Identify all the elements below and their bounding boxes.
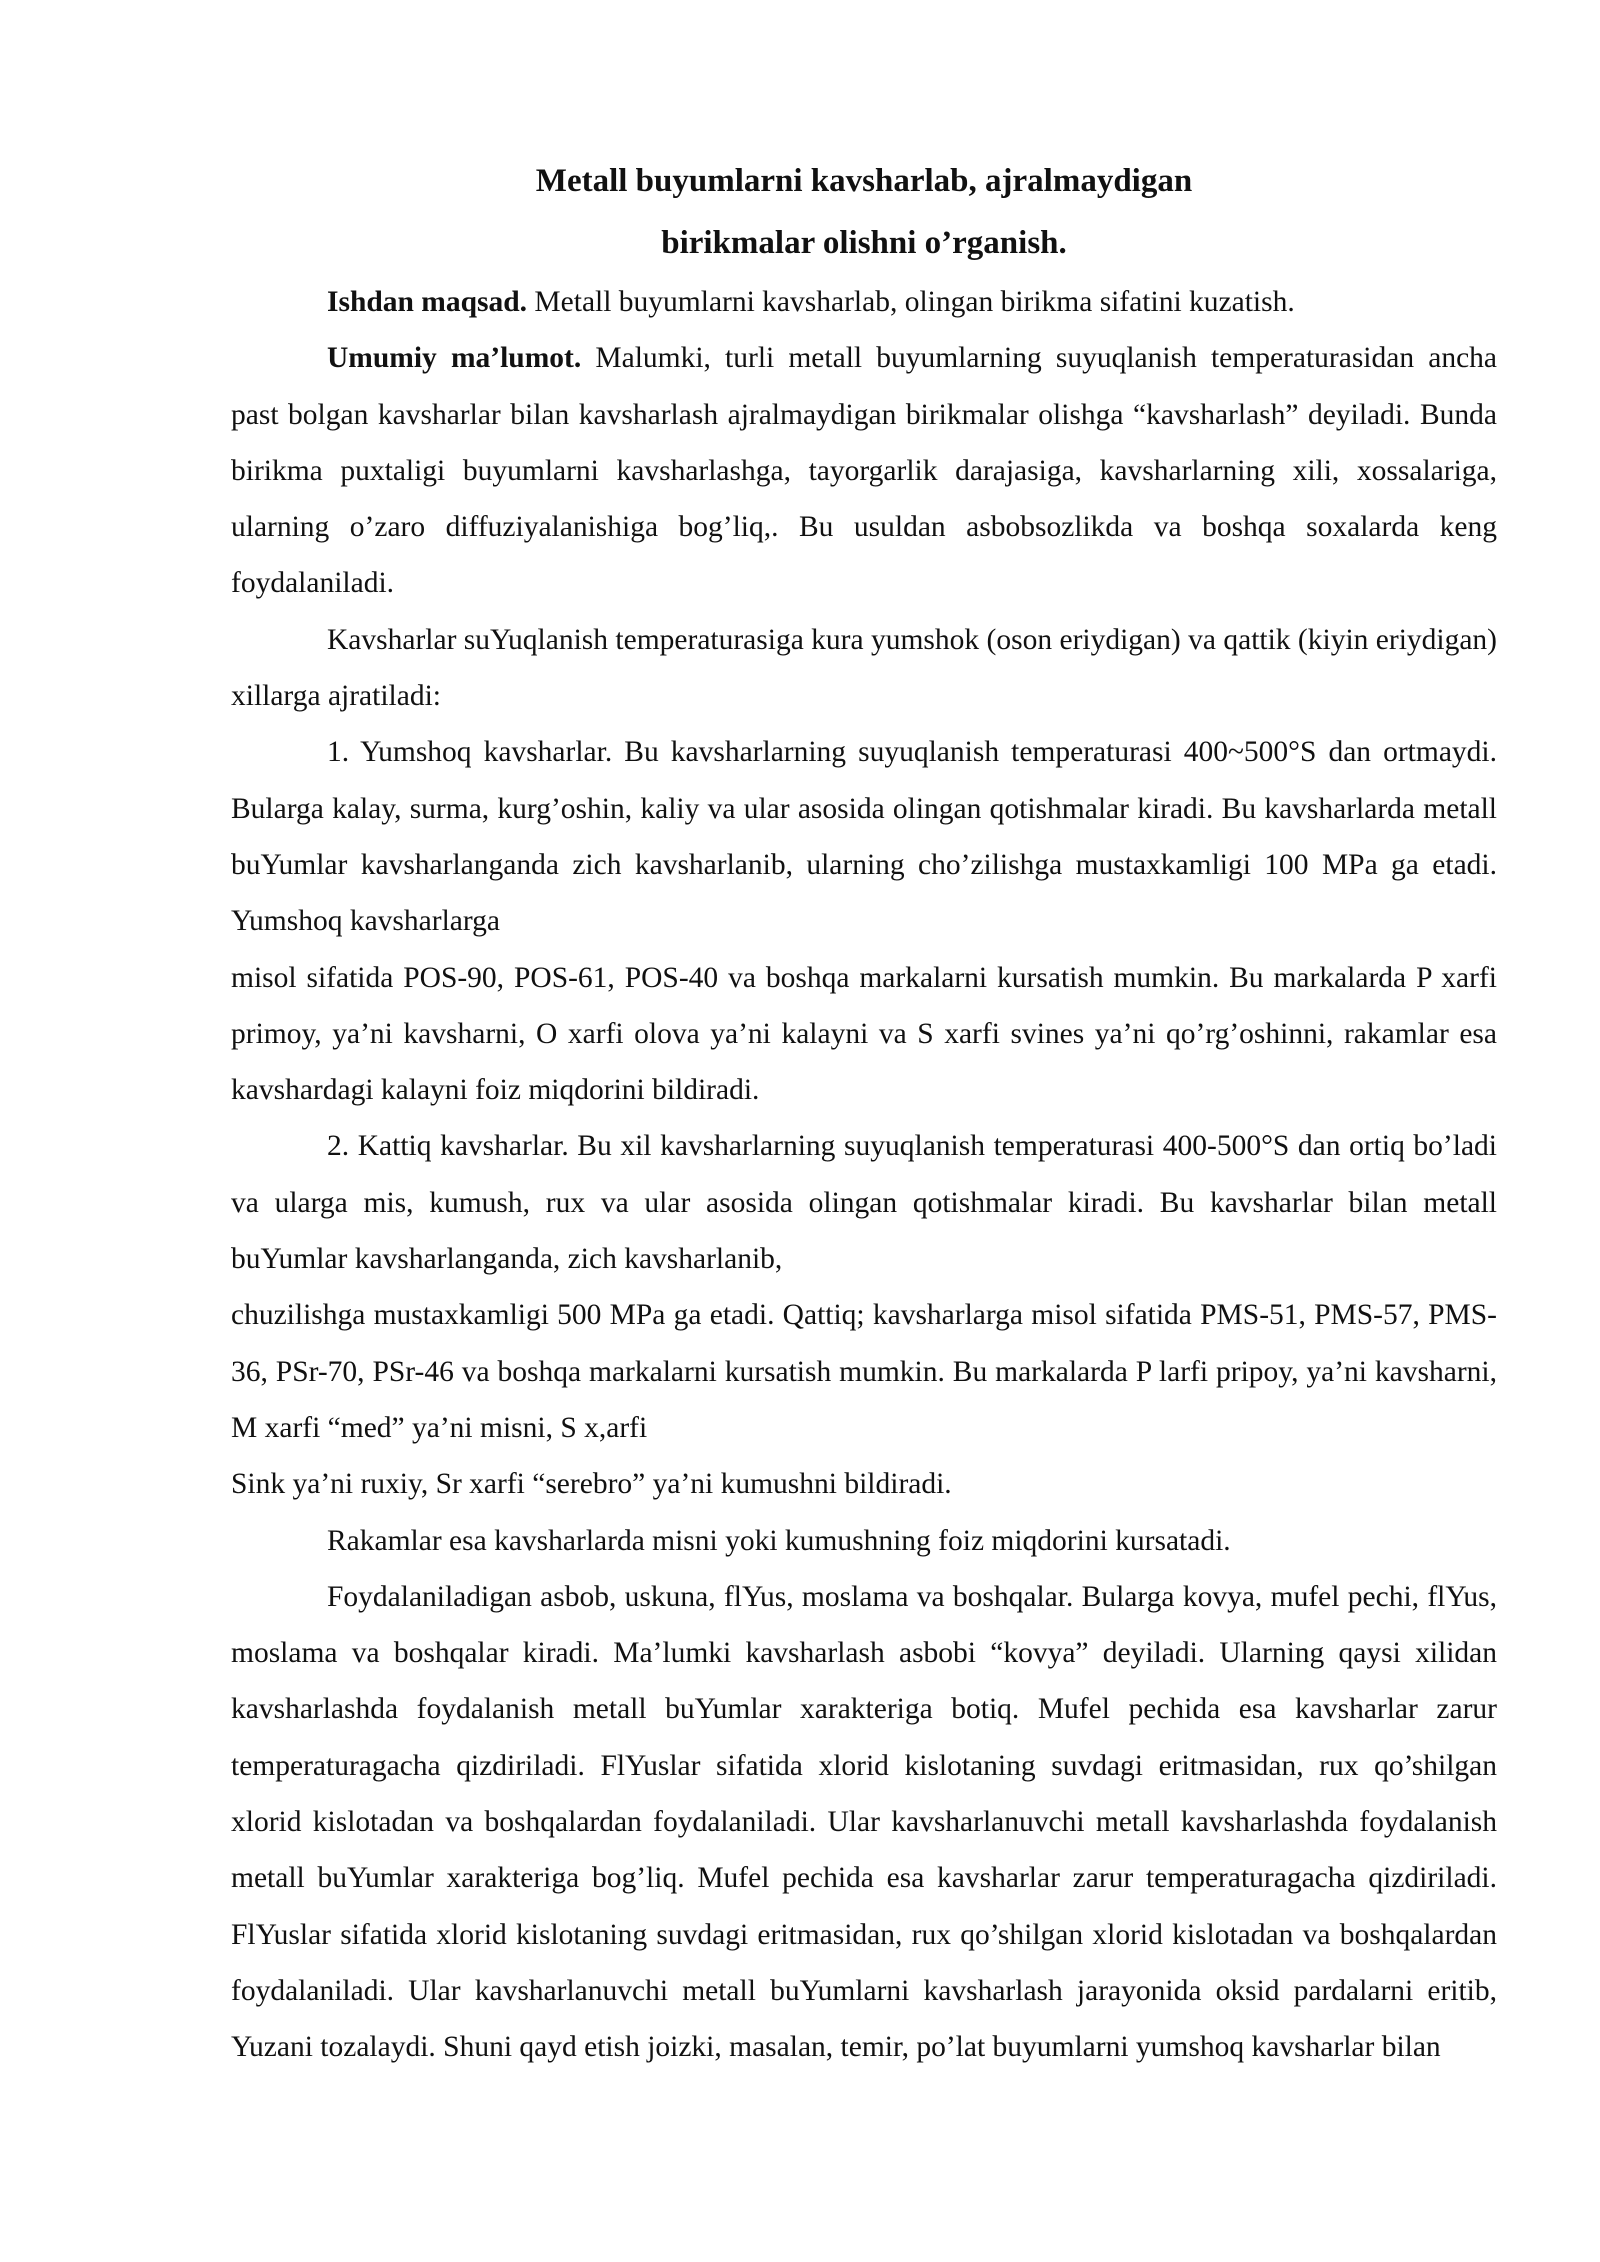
goal-heading: Ishdan maqsad.	[327, 286, 528, 318]
paragraph-goal	[231, 274, 1497, 330]
document-title	[231, 150, 1497, 274]
goal-text: Metall buyumlarni kavsharlab, olingan birikma sifatini kuzatish.	[527, 286, 1295, 318]
paragraph-soft-solders: 1. Yumshoq kavsharlar. Bu kavsharlarning suyuqlanish temperaturasi 400~500°S dan ortmaydi. Bularga kalay, surma, kurg’oshin, kaliy va ular asosida olingan qotishmalar kiradi. Bu kavsharlarda metall buYumlar kavsharlanganda zich kavsharlanib, ularning cho’zilishga mustaxkamligi 100 MPa ga etadi. Yumshoq kavsharlarga	[231, 736, 1497, 938]
paragraph-equipment: Foydalaniladigan asbob, uskuna, flYus, moslama va boshqalar. Bularga kovya, mufel pechi, flYus, moslama va boshqalar kiradi. Ma’lumki kavsharlash asbobi “kovya” deyiladi. Ularning qaysi xilidan kavsharlashda foydalanish metall buYumlar xarakteriga botiq. Mufel pechida esa kavsharlar zarur temperaturagacha qizdiriladi. FlYuslar sifatida xlorid kislotaning suvdagi eritmasidan, rux qo’shilgan xlorid kislotadan va boshqalardan foydalaniladi. Ular kavsharlanuvchi metall kavsharlashda foydalanish metall buYumlar xarakteriga bog’liq. Mufel pechida esa kavsharlar zarur temperaturagacha qizdiriladi. FlYuslar sifatida xlorid kislotaning suvdagi eritmasidan, rux qo’shilgan xlorid kislotadan va boshqalardan foydalaniladi. Ular kavsharlanuvchi metall buYumlarni kavsharlash jarayonida oksid pardalarni eritib, Yuzani tozalaydi. Shuni qayd etish joizki, masalan, temir, po’lat buyumlarni yumshoq kavsharlar bilan	[231, 1580, 1497, 2064]
paragraph-solder-types: Kavsharlar suYuqlanish temperaturasiga kura yumshok (oson eriydigan) va qattik (kiyin eriydigan) xillarga ajratiladi:	[231, 623, 1497, 713]
title-line-2: birikmalar olishni o’rganish.	[661, 225, 1067, 261]
paragraph-general-info	[231, 330, 1497, 611]
general-info-heading: Umumiy ma’lumot.	[327, 342, 582, 375]
paragraph-sink-note: Sink ya’ni ruxiy, Sr xarfi “serebro” ya’ni kumushni bildiradi.	[231, 1468, 952, 1501]
general-info-text: Malumki, turli metall buyumlarning suyuqlanish temperaturasidan ancha past bolgan kavsharlar bilan kavsharlash ajralmaydigan birikmalar olishga “kavsharlash” deyiladi. Bunda birikma puxtaligi buyumlarni kavsharlashga, tayorgarlik darajasiga, kavsharlarning xili, xossalariga, ularning o’zaro diffuziyalanishiga bog’liq,. Bu usuldan asbobsozlikda va boshqa soxalarda keng foydalaniladi.	[231, 342, 1498, 600]
paragraph-hard-solders: 2. Kattiq kavsharlar. Bu xil kavsharlarning suyuqlanish temperaturasi 400-500°S dan ortiq bo’ladi va ularga mis, kumush, rux va ular asosida olingan qotishmalar kiradi. Bu kavsharlar bilan metall buYumlar kavsharlanganda, zich kavsharlanib,	[231, 1130, 1497, 1276]
paragraph-hard-solder-examples: chuzilishga mustaxkamligi 500 MPa ga etadi. Qattiq; kavsharlarga misol sifatida PMS-51, PMS-57, PMS-36, PSr-70, PSr-46 va boshqa markalarni kursatish mumkin. Bu markalarda P larfi pripoy, ya’ni kavsharni, M xarfi “med” ya’ni misni, S x,arfi	[231, 1299, 1497, 1444]
title-line-1: Metall buyumlarni kavsharlab, ajralmaydigan	[535, 163, 1193, 199]
paragraph-numbers-note: Rakamlar esa kavsharlarda misni yoki kumushning foiz miqdorini kursatadi.	[327, 1524, 1231, 1557]
document-page	[231, 150, 1497, 2076]
paragraph-soft-solder-examples: misol sifatida POS-90, POS-61, POS-40 va boshqa markalarni kursatish mumkin. Bu markalarda P xarfi primoy, ya’ni kavsharni, O xarfi olova ya’ni kalayni va S xarfi svines ya’ni qo’rg’oshinni, rakamlar esa kavshardagi kalayni foiz miqdorini bildiradi.	[231, 961, 1497, 1107]
